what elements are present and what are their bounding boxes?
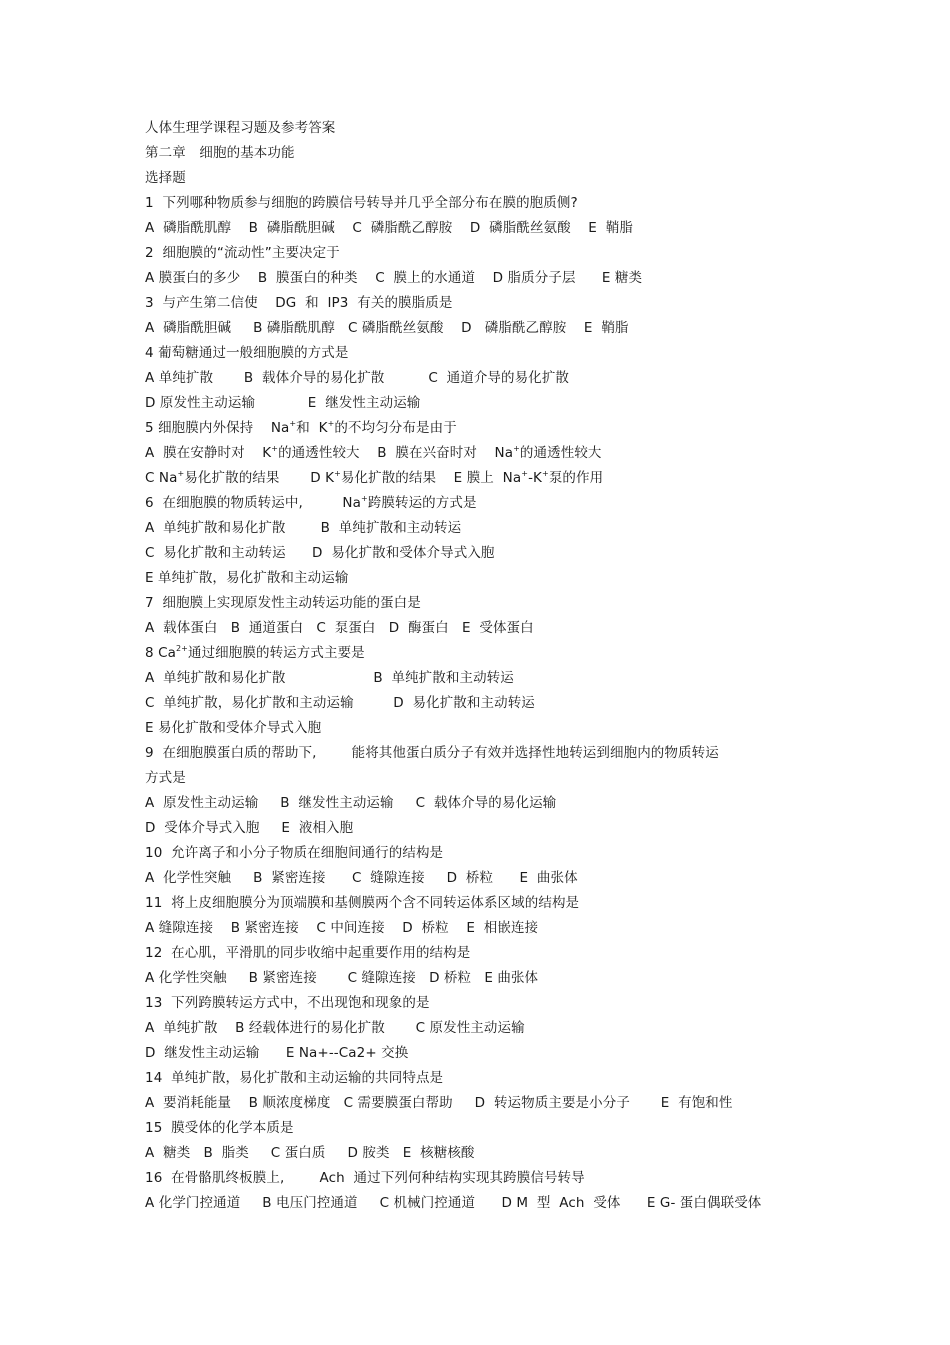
text-line xyxy=(145,691,805,716)
text-line xyxy=(145,416,805,441)
text-line xyxy=(145,891,805,916)
text-segment: A 要消耗能量 B 顺浓度梯度 C 需要膜蛋白帮助 D 转运物质主要是小分子 E 有饱和性 xyxy=(145,1095,733,1111)
text-segment: A 载体蛋白 B 通道蛋白 C 泵蛋白 D 酶蛋白 E 受体蛋白 xyxy=(145,620,534,636)
text-segment: 和 K xyxy=(296,420,328,436)
document-title: 人体生理学课程习题及参考答案 xyxy=(145,120,336,136)
text-line xyxy=(145,1091,805,1116)
text-segment: C 易化扩散和主动转运 D 易化扩散和受体介导式入胞 xyxy=(145,545,495,561)
text-segment: 6 在细胞膜的物质转运中, Na xyxy=(145,495,361,511)
text-line xyxy=(145,991,805,1016)
text-line xyxy=(145,566,805,591)
text-line xyxy=(145,766,805,791)
text-segment: 方式是 xyxy=(145,770,186,786)
text-segment: 的通透性较大 B 膜在兴奋时对 Na xyxy=(278,445,514,461)
section-heading: 选择题 xyxy=(145,170,186,186)
text-line xyxy=(145,741,805,766)
text-segment: A 糖类 B 脂类 C 蛋白质 D 胺类 E 核糖核酸 xyxy=(145,1145,475,1161)
text-segment: 2 细胞膜的“流动性”主要决定于 xyxy=(145,245,340,261)
text-segment: 5 细胞膜内外保持 Na xyxy=(145,420,290,436)
text-segment: 11 将上皮细胞膜分为顶端膜和基侧膜两个含不同转运体系区域的结构是 xyxy=(145,895,580,911)
text-segment: E 易化扩散和受体介导式入胞 xyxy=(145,720,322,736)
text-line xyxy=(145,716,805,741)
text-segment: 的通透性较大 xyxy=(519,445,602,461)
text-line xyxy=(145,341,805,366)
text-segment: A 膜蛋白的多少 B 膜蛋白的种类 C 膜上的水通道 D 脂质分子层 E 糖类 xyxy=(145,270,643,286)
text-line xyxy=(145,616,805,641)
text-segment: A 膜在安静时对 K xyxy=(145,445,272,461)
text-line xyxy=(145,841,805,866)
text-segment: 3 与产生第二信使 DG 和 IP3 有关的膜脂质是 xyxy=(145,295,453,311)
text-line xyxy=(145,541,805,566)
text-segment: 易化扩散的结果 D K xyxy=(184,470,335,486)
text-line xyxy=(145,316,805,341)
superscript: + xyxy=(334,469,341,478)
text-line xyxy=(145,1141,805,1166)
text-line xyxy=(145,191,805,216)
text-segment: 16 在骨骼肌终板膜上, Ach 通过下列何种结构实现其跨膜信号转导 xyxy=(145,1170,585,1186)
text-line xyxy=(145,1016,805,1041)
text-line xyxy=(145,491,805,516)
text-segment: A 化学性突触 B 紧密连接 C 缝隙连接 D 桥粒 E 曲张体 xyxy=(145,870,578,886)
text-segment: 跨膜转运的方式是 xyxy=(367,495,477,511)
text-segment: A 化学门控通道 B 电压门控通道 C 机械门控通道 D M 型 Ach 受体 E G- 蛋白偶联受体 xyxy=(145,1195,762,1211)
text-line xyxy=(145,1191,805,1216)
text-segment: 14 单纯扩散，易化扩散和主动运输的共同特点是 xyxy=(145,1070,444,1086)
text-segment: A 单纯扩散和易化扩散 B 单纯扩散和主动转运 xyxy=(145,670,514,686)
text-segment: A 磷脂酰胆碱 B 磷脂酰肌醇 C 磷脂酰丝氨酸 D 磷脂酰乙醇胺 E 鞘脂 xyxy=(145,320,629,336)
text-line xyxy=(145,1066,805,1091)
text-segment: 1 下列哪种物质参与细胞的跨膜信号转导并几乎全部分布在膜的胞质侧? xyxy=(145,195,578,211)
text-segment: 7 细胞膜上实现原发性主动转运功能的蛋白是 xyxy=(145,595,421,611)
text-segment: A 原发性主动运输 B 继发性主动运输 C 载体介导的易化运输 xyxy=(145,795,557,811)
text-segment: -K xyxy=(528,470,542,486)
text-line xyxy=(145,591,805,616)
question-list xyxy=(145,191,805,1216)
text-line xyxy=(145,291,805,316)
text-line xyxy=(145,266,805,291)
text-line xyxy=(145,941,805,966)
text-line xyxy=(145,916,805,941)
text-line xyxy=(145,1166,805,1191)
text-segment: D 原发性主动运输 E 继发性主动运输 xyxy=(145,395,421,411)
text-segment: A 磷脂酰肌醇 B 磷脂酰胆碱 C 磷脂酰乙醇胺 D 磷脂酰丝氨酸 E 鞘脂 xyxy=(145,220,633,236)
text-segment: A 单纯扩散 B 经载体进行的易化扩散 C 原发性主动运输 xyxy=(145,1020,525,1036)
text-line xyxy=(145,391,805,416)
superscript: + xyxy=(542,469,549,478)
superscript: + xyxy=(177,469,185,478)
text-line xyxy=(145,966,805,991)
text-segment: 易化扩散的结果 E 膜上 Na xyxy=(340,470,522,486)
text-line xyxy=(145,366,805,391)
superscript: + xyxy=(289,419,297,428)
text-segment: 9 在细胞膜蛋白质的帮助下, 能将其他蛋白质分子有效并选择性地转运到细胞内的物质转运 xyxy=(145,745,719,761)
text-line xyxy=(145,516,805,541)
superscript: + xyxy=(360,494,368,503)
text-segment: 4 葡萄糖通过一般细胞膜的方式是 xyxy=(145,345,349,361)
text-segment: 通过细胞膜的转运方式主要是 xyxy=(187,645,365,661)
document-content xyxy=(145,116,805,1216)
text-segment: A 单纯扩散 B 载体介导的易化扩散 C 通道介导的易化扩散 xyxy=(145,370,570,386)
text-segment: D 受体介导式入胞 E 液相入胞 xyxy=(145,820,354,836)
text-line xyxy=(145,1116,805,1141)
chapter-heading: 第二章 细胞的基本功能 xyxy=(145,145,295,161)
text-line xyxy=(145,666,805,691)
text-line xyxy=(145,1041,805,1066)
text-segment: 15 膜受体的化学本质是 xyxy=(145,1120,294,1136)
text-line xyxy=(145,866,805,891)
superscript: + xyxy=(327,419,335,428)
text-line xyxy=(145,791,805,816)
text-segment: 8 Ca xyxy=(145,645,176,661)
text-line xyxy=(145,641,805,666)
superscript: + xyxy=(271,444,279,453)
text-segment: 10 允许离子和小分子物质在细胞间通行的结构是 xyxy=(145,845,444,861)
text-segment: A 缝隙连接 B 紧密连接 C 中间连接 D 桥粒 E 相嵌连接 xyxy=(145,920,539,936)
text-line xyxy=(145,441,805,466)
text-segment: D 继发性主动运输 E Na+--Ca2+ 交换 xyxy=(145,1045,409,1061)
text-line xyxy=(145,216,805,241)
text-line xyxy=(145,241,805,266)
text-segment: 泵的作用 xyxy=(548,470,604,486)
text-segment: 12 在心肌，平滑肌的同步收缩中起重要作用的结构是 xyxy=(145,945,471,961)
text-segment: A 化学性突触 B 紧密连接 C 缝隙连接 D 桥粒 E 曲张体 xyxy=(145,970,539,986)
text-segment: 的不均匀分布是由于 xyxy=(334,420,457,436)
text-line xyxy=(145,466,805,491)
text-line xyxy=(145,816,805,841)
text-segment: C 单纯扩散，易化扩散和主动运输 D 易化扩散和主动转运 xyxy=(145,695,535,711)
superscript: 2+ xyxy=(175,644,188,653)
text-segment: A 单纯扩散和易化扩散 B 单纯扩散和主动转运 xyxy=(145,520,462,536)
text-segment: E 单纯扩散，易化扩散和主动运输 xyxy=(145,570,349,586)
text-segment: C Na xyxy=(145,470,178,486)
superscript: + xyxy=(521,469,529,478)
text-segment: 13 下列跨膜转运方式中，不出现饱和现象的是 xyxy=(145,995,430,1011)
superscript: + xyxy=(513,444,520,453)
